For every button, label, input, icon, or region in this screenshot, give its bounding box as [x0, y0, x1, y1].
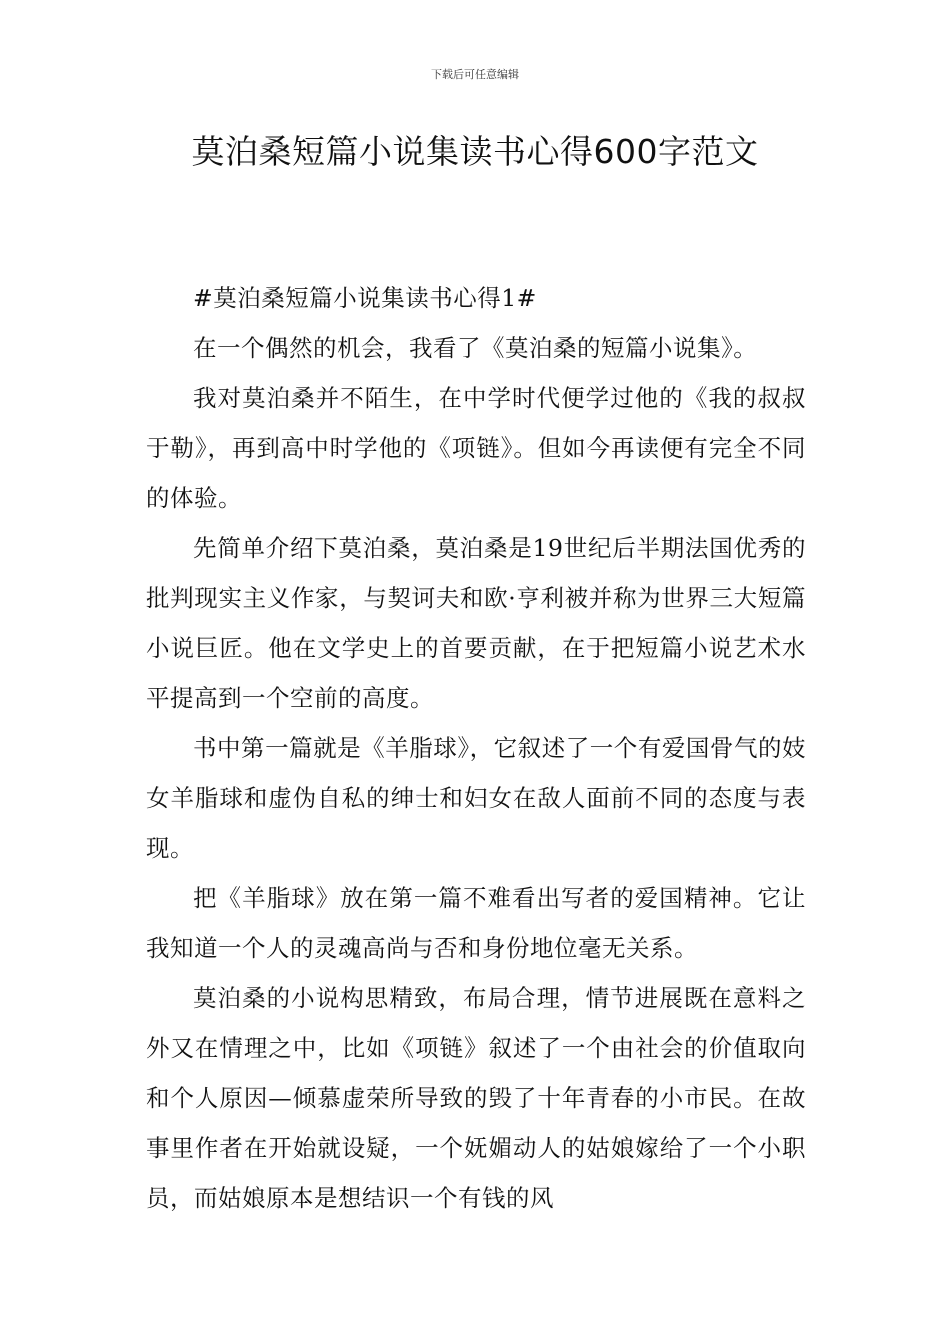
paragraph: 先简单介绍下莫泊桑，莫泊桑是19世纪后半期法国优秀的批判现实主义作家，与契诃夫和欧·亨利被并称为世界三大短篇小说巨匠。他在文学史上的首要贡献，在于把短篇小说艺术水平提高到一个空前的高度。 [146, 534, 806, 712]
document-title: 莫泊桑短篇小说集读书心得600字范文 [191, 132, 759, 171]
document-body [146, 273, 806, 1223]
paragraph: 把《羊脂球》放在第一篇不难看出写者的爱国精神。它让我知道一个人的灵魂高尚与否和身份地位毫无关系。 [146, 884, 806, 962]
paragraph: 在一个偶然的机会，我看了《莫泊桑的短篇小说集》。 [193, 334, 758, 362]
paragraph: 书中第一篇就是《羊脂球》，它叙述了一个有爱国骨气的妓女羊脂球和虚伪自私的绅士和妇女在敌人面前不同的态度与表现。 [146, 734, 806, 862]
paragraph: 莫泊桑的小说构思精致，布局合理，情节进展既在意料之外又在情理之中，比如《项链》叙述了一个由社会的价值取向和个人原因—倾慕虚荣所导致的毁了十年青春的小市民。在故事里作者在开始就设疑，一个妩媚动人的姑娘嫁给了一个小职员，而姑娘原本是想结识一个有钱的风 [146, 984, 806, 1212]
paragraph: 我对莫泊桑并不陌生，在中学时代便学过他的《我的叔叔于勒》，再到高中时学他的《项链》。但如今再读便有完全不同的体验。 [146, 384, 806, 512]
section-heading: #莫泊桑短篇小说集读书心得1# [193, 284, 537, 312]
header-note: 下载后可任意编辑 [431, 68, 519, 81]
